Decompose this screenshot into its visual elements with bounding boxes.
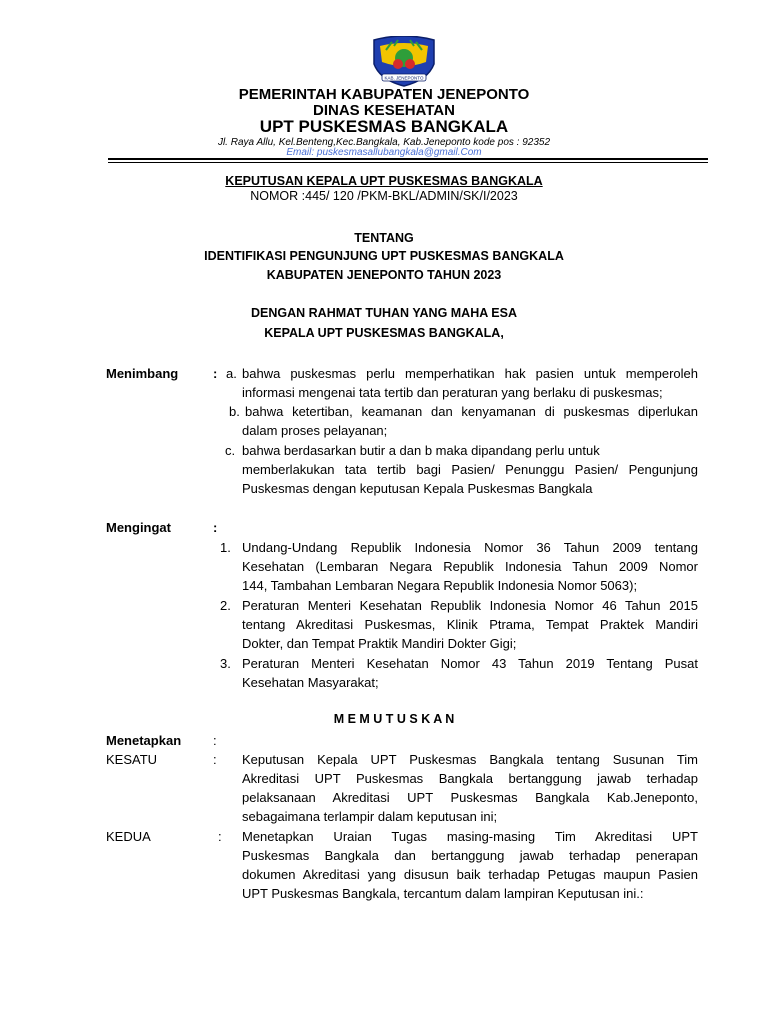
mengingat-2-line-1: Peraturan Menteri Kesehatan Republik Indonesia Nomor 46 Tahun 2015 bbox=[242, 598, 698, 613]
kesatu-line-3: pelaksanaan Akreditasi UPT Puskesmas Bangkala Kab.Jeneponto, bbox=[242, 790, 698, 805]
mengingat-number-1: 1. bbox=[220, 540, 231, 555]
menimbang-a-line-2: informasi mengenai tata tertib dan peraturan yang berlaku di puskesmas; bbox=[242, 385, 663, 400]
pemkab-logo bbox=[368, 36, 440, 88]
menimbang-colon: : bbox=[213, 366, 218, 381]
header-divider-thick bbox=[108, 158, 708, 160]
header-address: Jl. Raya Allu, Kel.Benteng,Kec.Bangkala, Kab.Jeneponto kode pos : 92352 bbox=[217, 137, 551, 148]
mengingat-3-line-1: Peraturan Menteri Kesehatan Nomor 43 Tahun 2019 Tentang Pusat bbox=[242, 656, 698, 671]
kedua-line-2: Puskesmas Bangkala dan bertanggung jawab terhadap penerapan bbox=[242, 848, 698, 863]
menimbang-c-line-3: Puskesmas dengan keputusan Kepala Puskesmas Bangkala bbox=[242, 481, 593, 496]
svg-text:KAB. JENEPONTO: KAB. JENEPONTO bbox=[384, 75, 424, 81]
kedua-line-4: UPT Puskesmas Bangkala, tercantum dalam lampiran Keputusan ini.: bbox=[242, 886, 644, 901]
menimbang-c-line-2: memberlakukan tata tertib bagi Pasien/ Penunggu Pasien/ Pengunjung bbox=[242, 462, 698, 477]
header-government: PEMERINTAH KABUPATEN JENEPONTO bbox=[238, 86, 530, 103]
grace-line-1: DENGAN RAHMAT TUHAN YANG MAHA ESA bbox=[251, 306, 517, 320]
kedua-line-1: Menetapkan Uraian Tugas masing-masing Tim Akreditasi UPT bbox=[242, 829, 698, 844]
mengingat-1-line-1: Undang-Undang Republik Indonesia Nomor 36 Tahun 2009 tentang bbox=[242, 540, 698, 555]
mengingat-number-3: 3. bbox=[220, 656, 231, 671]
menimbang-c-line-1: bahwa berdasarkan butir a dan b maka dipandang perlu untuk bbox=[242, 443, 600, 458]
subject-line-2: KABUPATEN JENEPONTO TAHUN 2023 bbox=[266, 268, 502, 282]
kedua-colon: : bbox=[218, 829, 222, 844]
menetapkan-colon: : bbox=[213, 733, 217, 748]
subject-line-1: IDENTIFIKASI PENGUNJUNG UPT PUSKESMAS BANGKALA bbox=[204, 249, 564, 263]
about-label: TENTANG bbox=[354, 231, 414, 245]
decision-number: NOMOR :445/ 120 /PKM-BKL/ADMIN/SK/I/2023 bbox=[250, 189, 518, 203]
menimbang-a-line-1: bahwa puskesmas perlu memperhatikan hak pasien untuk memperoleh bbox=[242, 366, 698, 381]
memutuskan-heading: M E M U T U S K A N bbox=[333, 712, 455, 726]
mengingat-1-line-2: Kesehatan (Lembaran Negara Republik Indonesia Tahun 2009 Nomor bbox=[242, 559, 698, 574]
mengingat-1-line-3: 144, Tambahan Lembaran Negara Republik Indonesia Nomor 5063); bbox=[242, 578, 638, 593]
header-divider-thin bbox=[108, 162, 708, 163]
menetapkan-label: Menetapkan bbox=[106, 733, 182, 748]
kedua-label: KEDUA bbox=[106, 829, 151, 844]
mengingat-label: Mengingat bbox=[106, 520, 171, 535]
kesatu-colon: : bbox=[213, 752, 217, 767]
header-institution: UPT PUSKESMAS BANGKALA bbox=[259, 117, 509, 136]
menimbang-b-line-2: dalam proses pelayanan; bbox=[242, 423, 388, 438]
kesatu-line-2: Akreditasi UPT Puskesmas Bangkala bertanggung jawab terhadap bbox=[242, 771, 698, 786]
header-email: Email: puskesmasallubangkala@gmail.Com bbox=[286, 147, 482, 158]
menimbang-c-marker: c. bbox=[225, 443, 236, 458]
mengingat-3-line-2: Kesehatan Masyarakat; bbox=[242, 675, 379, 690]
menimbang-b-line-1: bahwa ketertiban, keamanan dan kenyamanan di puskesmas diperlukan bbox=[245, 404, 698, 419]
header-department: DINAS KESEHATAN bbox=[313, 102, 455, 119]
mengingat-2-line-2: tentang Akreditasi Puskesmas, Klinik Ptrama, Tempat Praktek Mandiri bbox=[242, 617, 698, 632]
menimbang-a-marker: a. bbox=[226, 366, 237, 381]
kesatu-label: KESATU bbox=[106, 752, 158, 767]
mengingat-2-line-3: Dokter, dan Tempat Praktik Mandiri Dokter Gigi; bbox=[242, 636, 517, 651]
decision-title: KEPUTUSAN KEPALA UPT PUSKESMAS BANGKALA bbox=[225, 174, 543, 188]
kesatu-line-4: sebagaimana terlampir dalam keputusan ini; bbox=[242, 809, 498, 824]
kesatu-line-1: Keputusan Kepala UPT Puskesmas Bangkala tentang Susunan Tim bbox=[242, 752, 698, 767]
menimbang-b-marker: b. bbox=[229, 404, 240, 419]
grace-line-2: KEPALA UPT PUSKESMAS BANGKALA, bbox=[264, 326, 504, 340]
menimbang-label: Menimbang bbox=[106, 366, 179, 381]
kedua-line-3: dokumen Akreditasi yang disusun baik terhadap Petugas maupun Pasien bbox=[242, 867, 698, 882]
mengingat-colon: : bbox=[213, 520, 218, 535]
mengingat-number-2: 2. bbox=[220, 598, 231, 613]
